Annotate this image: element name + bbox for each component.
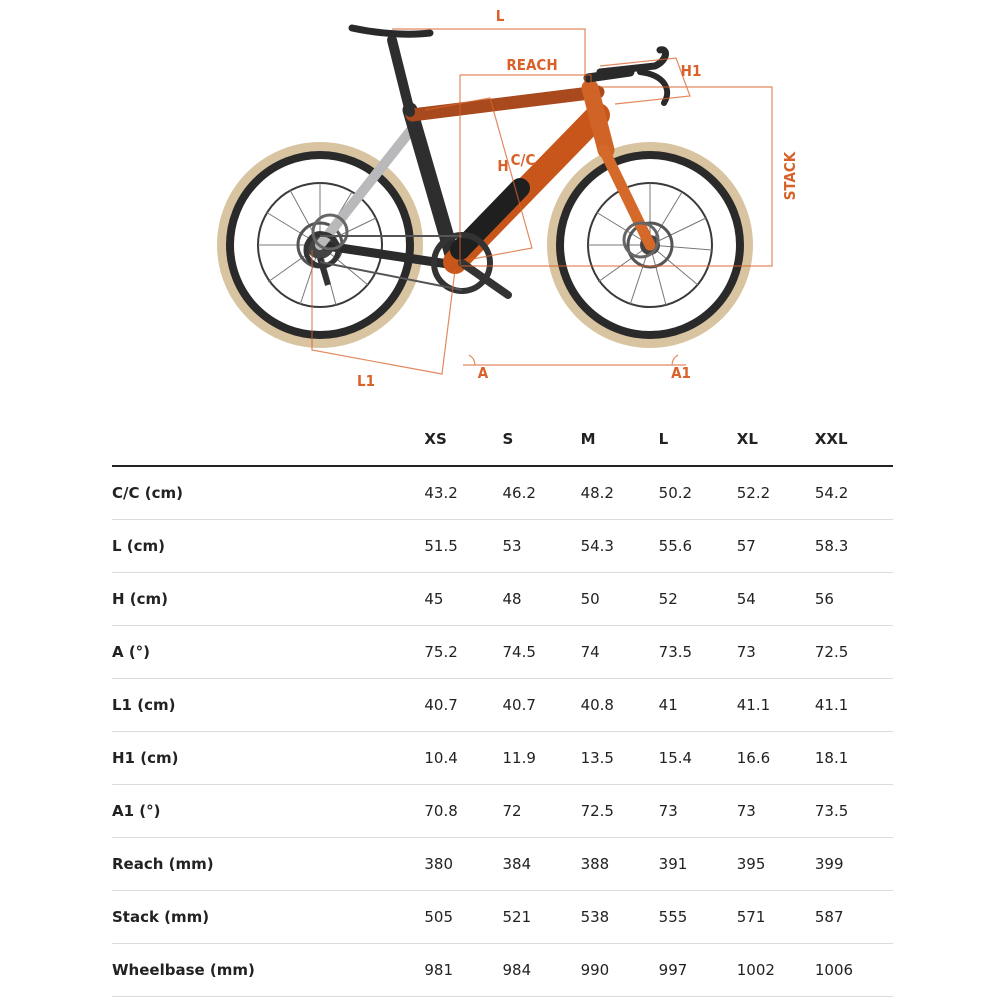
row-label: Wheelbase (mm) bbox=[112, 944, 424, 997]
table-cell: 395 bbox=[737, 838, 815, 891]
table-cell: 587 bbox=[815, 891, 893, 944]
table-cell: 13.5 bbox=[581, 732, 659, 785]
table-row bbox=[112, 891, 893, 944]
table-cell: 15.4 bbox=[659, 732, 737, 785]
table-cell: 384 bbox=[502, 838, 580, 891]
table-cell: 11.9 bbox=[502, 732, 580, 785]
label-a: A bbox=[477, 364, 489, 382]
table-cell: 50.2 bbox=[659, 466, 737, 520]
size-header: M bbox=[581, 412, 659, 466]
size-header: S bbox=[502, 412, 580, 466]
table-cell: 58.3 bbox=[815, 520, 893, 573]
table-cell: 984 bbox=[502, 944, 580, 997]
table-cell: 73 bbox=[659, 785, 737, 838]
table-cell: 56 bbox=[815, 573, 893, 626]
table-cell: 73 bbox=[737, 785, 815, 838]
label-L: L bbox=[495, 7, 505, 25]
table-row bbox=[112, 466, 893, 520]
row-label: A (°) bbox=[112, 626, 424, 679]
table-cell: 1002 bbox=[737, 944, 815, 997]
table-cell: 391 bbox=[659, 838, 737, 891]
table-cell: 73 bbox=[737, 626, 815, 679]
row-label: H (cm) bbox=[112, 573, 424, 626]
size-header: XXL bbox=[815, 412, 893, 466]
table-cell: 46.2 bbox=[502, 466, 580, 520]
table-cell: 990 bbox=[581, 944, 659, 997]
label-h1: H1 bbox=[680, 62, 702, 80]
table-header-corner bbox=[112, 412, 424, 466]
table-cell: 50 bbox=[581, 573, 659, 626]
size-header: XS bbox=[424, 412, 502, 466]
table-header-row bbox=[112, 412, 893, 466]
table-cell: 380 bbox=[424, 838, 502, 891]
table-cell: 73.5 bbox=[815, 785, 893, 838]
table-cell: 41.1 bbox=[815, 679, 893, 732]
table-cell: 52.2 bbox=[737, 466, 815, 520]
table-cell: 53 bbox=[502, 520, 580, 573]
table-cell: 388 bbox=[581, 838, 659, 891]
table-cell: 54.2 bbox=[815, 466, 893, 520]
table-cell: 48.2 bbox=[581, 466, 659, 520]
table-cell: 54 bbox=[737, 573, 815, 626]
table-cell: 997 bbox=[659, 944, 737, 997]
table-cell: 1006 bbox=[815, 944, 893, 997]
table-cell: 41.1 bbox=[737, 679, 815, 732]
table-cell: 72.5 bbox=[815, 626, 893, 679]
table-row bbox=[112, 732, 893, 785]
size-header: L bbox=[659, 412, 737, 466]
table-row bbox=[112, 573, 893, 626]
row-label: Reach (mm) bbox=[112, 838, 424, 891]
table-row bbox=[112, 626, 893, 679]
table-row bbox=[112, 679, 893, 732]
row-label: C/C (cm) bbox=[112, 466, 424, 520]
table-cell: 55.6 bbox=[659, 520, 737, 573]
label-l1: L1 bbox=[357, 372, 375, 390]
table-cell: 10.4 bbox=[424, 732, 502, 785]
label-reach: REACH bbox=[506, 56, 558, 74]
table-cell: 399 bbox=[815, 838, 893, 891]
table-row bbox=[112, 520, 893, 573]
row-label: Stack (mm) bbox=[112, 891, 424, 944]
table-cell: 75.2 bbox=[424, 626, 502, 679]
row-label: L1 (cm) bbox=[112, 679, 424, 732]
table-row bbox=[112, 944, 893, 997]
row-label: H1 (cm) bbox=[112, 732, 424, 785]
table-cell: 505 bbox=[424, 891, 502, 944]
table-cell: 981 bbox=[424, 944, 502, 997]
table-cell: 74 bbox=[581, 626, 659, 679]
table-cell: 40.7 bbox=[424, 679, 502, 732]
label-h: H bbox=[497, 157, 509, 175]
table-cell: 521 bbox=[502, 891, 580, 944]
geometry-table bbox=[112, 412, 893, 997]
table-row bbox=[112, 838, 893, 891]
label-stack: STACK bbox=[781, 151, 799, 201]
table-cell: 43.2 bbox=[424, 466, 502, 520]
size-header: XL bbox=[737, 412, 815, 466]
table-cell: 74.5 bbox=[502, 626, 580, 679]
table-cell: 18.1 bbox=[815, 732, 893, 785]
table-cell: 555 bbox=[659, 891, 737, 944]
table-cell: 73.5 bbox=[659, 626, 737, 679]
table-cell: 57 bbox=[737, 520, 815, 573]
table-cell: 72 bbox=[502, 785, 580, 838]
table-row bbox=[112, 785, 893, 838]
table-cell: 40.8 bbox=[581, 679, 659, 732]
label-cc: C/C bbox=[510, 151, 536, 169]
table-cell: 52 bbox=[659, 573, 737, 626]
table-cell: 41 bbox=[659, 679, 737, 732]
table-cell: 40.7 bbox=[502, 679, 580, 732]
bike-geometry-diagram bbox=[0, 0, 1000, 400]
table-cell: 70.8 bbox=[424, 785, 502, 838]
label-a1: A1 bbox=[671, 364, 691, 382]
table-cell: 54.3 bbox=[581, 520, 659, 573]
table-cell: 16.6 bbox=[737, 732, 815, 785]
table-cell: 538 bbox=[581, 891, 659, 944]
row-label: A1 (°) bbox=[112, 785, 424, 838]
table-cell: 72.5 bbox=[581, 785, 659, 838]
row-label: L (cm) bbox=[112, 520, 424, 573]
table-cell: 571 bbox=[737, 891, 815, 944]
table-cell: 51.5 bbox=[424, 520, 502, 573]
table-cell: 45 bbox=[424, 573, 502, 626]
table-cell: 48 bbox=[502, 573, 580, 626]
